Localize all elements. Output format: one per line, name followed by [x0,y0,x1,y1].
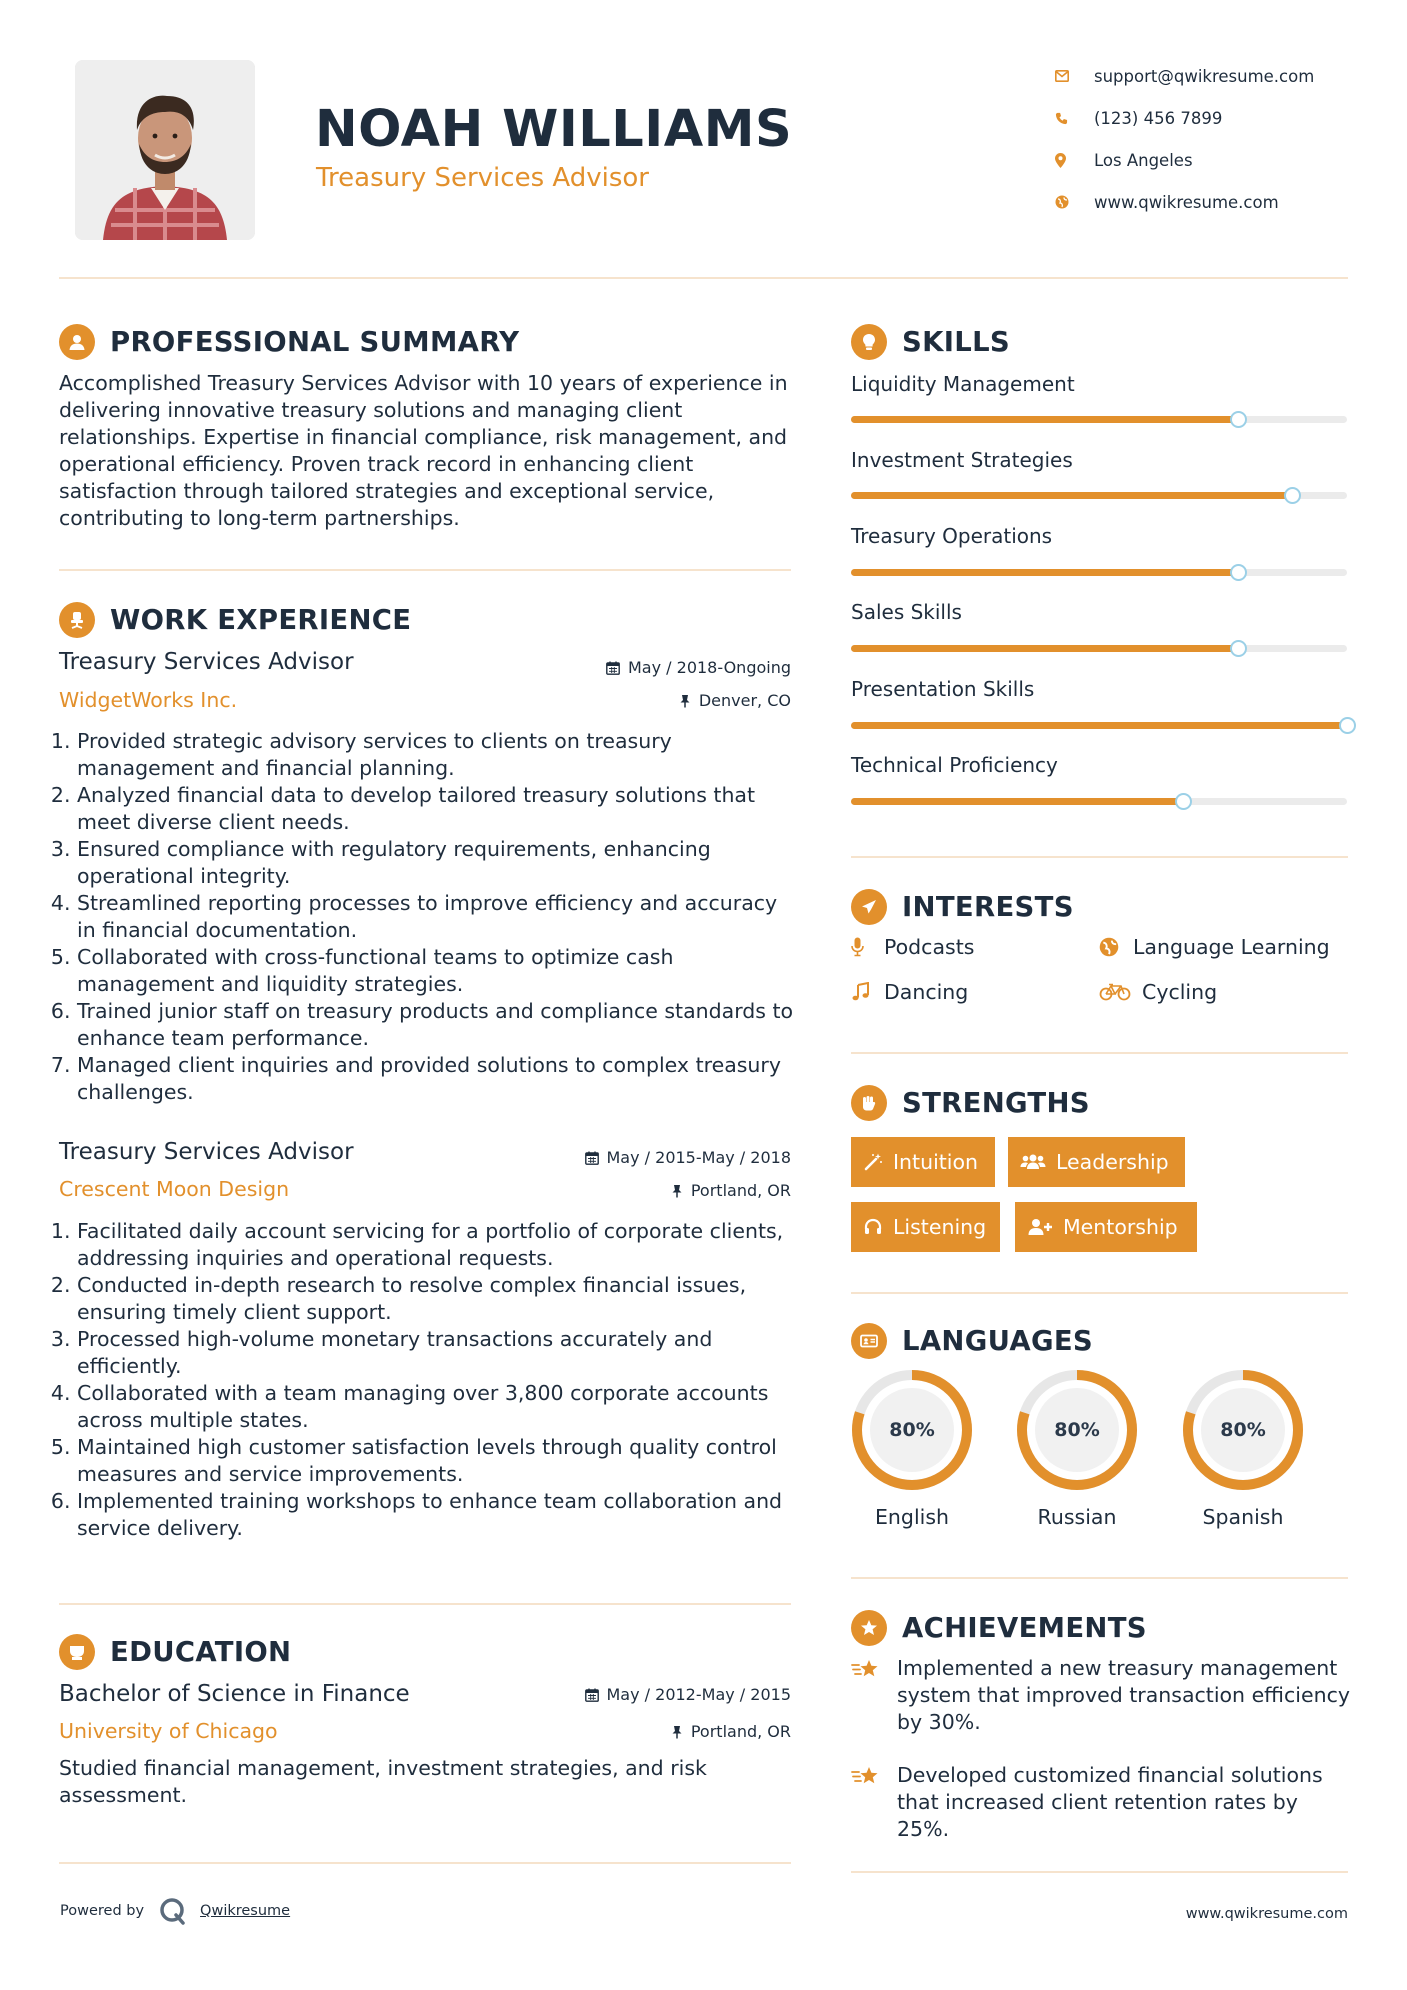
education-description: Studied financial management, investment strategies, and risk assessment. [59,1756,707,1807]
achievement-text: Developed customized financial solutions that increased client retention rates by 25%. [897,1763,1323,1841]
globe-icon [1099,937,1133,957]
achievements-title: ACHIEVEMENTS [902,1612,1147,1644]
graduation-icon [59,1634,95,1670]
list-item: 5. Maintained high customer satisfaction levels through quality control measures and service improvements. [77,1434,799,1488]
skill-label: Presentation Skills [851,677,1035,701]
user-icon [59,324,95,360]
header-divider [59,277,1348,279]
star-badge-icon [851,1610,887,1646]
shooting-star-icon [851,1762,897,1843]
skill-bar-fill [851,569,1238,576]
education-school: University of Chicago [59,1719,278,1743]
skill-bar [851,492,1347,499]
skill-bar-knob [1175,793,1192,810]
skill-bar [851,722,1347,729]
skills-title: SKILLS [902,326,1010,358]
list-item: 3. Ensured compliance with regulatory requirements, enhancing operational integrity. [77,836,799,890]
strength-tag [1015,1202,1197,1252]
experience-divider [59,1603,791,1605]
music-note-icon [851,982,884,1002]
calendar-icon [606,661,620,675]
paper-plane-icon [851,889,887,925]
calendar-icon [585,1151,599,1165]
contact-list [1055,55,1355,223]
education-date [585,1685,792,1704]
candidate-title: Treasury Services Advisor [316,163,649,193]
fist-icon [851,1085,887,1121]
qwikresume-logo-icon [158,1896,188,1926]
education-location-text: Portland, OR [690,1722,791,1741]
interest-item [851,935,974,959]
interest-label: Dancing [884,980,969,1004]
education-date-text: May / 2012-May / 2015 [606,1685,791,1704]
job-2-location [671,1181,791,1200]
job-2-bullets [59,1218,799,1542]
skill-bar [851,645,1347,652]
languages-heading [851,1323,1093,1359]
interest-item [1099,935,1330,959]
interests-divider [851,1052,1348,1054]
list-item: 3. Processed high-volume monetary transactions accurately and efficiently. [77,1326,799,1380]
education-location [671,1722,791,1741]
interest-label: Cycling [1142,980,1218,1004]
skills-heading [851,324,1010,360]
job-1-company: WidgetWorks Inc. [59,688,238,712]
skill-label: Sales Skills [851,600,962,624]
languages-title: LANGUAGES [902,1325,1094,1357]
interests-title: INTERESTS [902,891,1074,923]
list-item: 6. Implemented training workshops to enhance team collaboration and service delivery. [77,1488,799,1542]
achievement-item [851,1762,1351,1843]
strength-label: Listening [893,1215,987,1239]
bicycle-icon [1099,983,1142,1001]
skill-bar-fill [851,798,1183,805]
contact-website[interactable] [1055,181,1355,223]
contact-phone[interactable] [1055,97,1355,139]
education-divider [59,1862,791,1864]
languages-divider [851,1577,1348,1579]
summary-divider [59,569,791,571]
footer-powered-by [60,1896,290,1926]
map-pin-icon [1055,153,1094,168]
phone-icon [1055,112,1094,125]
pushpin-icon [679,694,691,708]
strength-tag [851,1137,995,1187]
skill-bar-fill [851,722,1347,729]
job-1-location [679,691,791,710]
language-name: Russian [1037,1505,1117,1529]
skill-bar-knob [1284,487,1301,504]
strengths-divider [851,1292,1348,1294]
strength-label: Mentorship [1063,1215,1178,1239]
contact-email-text: support@qwikresume.com [1094,66,1315,86]
education-degree: Bachelor of Science in Finance [59,1681,410,1707]
job-2-date [585,1148,792,1167]
calendar-icon [585,1688,599,1702]
qwikresume-link[interactable]: Qwikresume [200,1903,291,1919]
list-item: 2. Conducted in-depth research to resolve complex financial issues, ensuring timely client support. [77,1272,799,1326]
skill-bar [851,416,1347,423]
skill-bar-fill [851,492,1292,499]
list-item: 7. Managed client inquiries and provided solutions to complex treasury challenges. [77,1052,799,1106]
magic-wand-icon [863,1152,883,1172]
language-percent: 80% [1054,1419,1100,1441]
id-card-icon [851,1323,887,1359]
footer-url[interactable]: www.qwikresume.com [1185,1906,1348,1922]
skill-bar [851,798,1347,805]
strength-label: Intuition [893,1150,979,1174]
list-item: 6. Trained junior staff on treasury products and compliance standards to enhance team performance. [77,998,799,1052]
pushpin-icon [671,1184,683,1198]
summary-text: Accomplished Treasury Services Advisor with 10 years of experience in delivering innovative treasury solutions and managing client relationships. Expertise in financial compliance, risk management, and operational efficiency. Proven track record in enhancing client satisfaction through tailored strategies and exceptional service, contributing to long-term partnerships. [59,371,788,530]
headphones-icon [863,1217,883,1237]
contact-phone-text: (123) 456 7899 [1094,108,1223,128]
skill-bar-knob [1339,717,1356,734]
contact-location-text: Los Angeles [1094,150,1193,170]
skills-divider [851,856,1348,858]
language-item [1181,1368,1305,1529]
job-2-company: Crescent Moon Design [59,1177,290,1201]
interest-label: Podcasts [884,935,975,959]
skill-bar-knob [1230,411,1247,428]
skill-label: Technical Proficiency [851,753,1058,777]
strength-label: Leadership [1056,1150,1169,1174]
language-item [850,1368,974,1529]
envelope-icon [1055,70,1094,82]
interest-label: Language Learning [1133,935,1330,959]
strengths-title: STRENGTHS [902,1087,1090,1119]
powered-by-text: Powered by [60,1903,145,1919]
language-item [1015,1368,1139,1529]
list-item: 4. Collaborated with a team managing over 3,800 corporate accounts across multiple states. [77,1380,799,1434]
list-item: 1. Provided strategic advisory services to clients on treasury management and financial planning. [77,728,799,782]
candidate-name: NOAH WILLIAMS [315,100,793,159]
pushpin-icon [671,1725,683,1739]
skill-bar-knob [1230,640,1247,657]
skill-bar-knob [1230,564,1247,581]
shooting-star-icon [851,1655,897,1736]
user-plus-icon [1027,1217,1053,1237]
skill-label: Investment Strategies [851,448,1073,472]
interest-item [851,980,968,1004]
experience-heading [59,602,411,638]
interests-heading [851,889,1074,925]
list-item: 2. Analyzed financial data to develop tailored treasury solutions that meet diverse client needs. [77,782,799,836]
education-title: EDUCATION [110,1636,292,1668]
education-heading [59,1634,291,1670]
summary-title: PROFESSIONAL SUMMARY [110,326,520,358]
summary-heading [59,324,519,360]
profile-photo [75,60,255,240]
language-percent: 80% [1220,1419,1266,1441]
microphone-icon [851,937,884,957]
list-item: 1. Facilitated daily account servicing for a portfolio of corporate clients, addressing inquiries and operational requests. [77,1218,799,1272]
users-icon [1020,1152,1046,1172]
achievements-divider [851,1871,1348,1873]
job-1-date-text: May / 2018-Ongoing [628,658,791,677]
job-1-location-text: Denver, CO [698,691,791,710]
lightbulb-icon [851,324,887,360]
strength-tag [851,1202,1000,1252]
globe-icon [1055,195,1094,209]
job-1-title: Treasury Services Advisor [59,649,354,675]
language-name: English [874,1505,950,1529]
skill-label: Liquidity Management [851,372,1075,396]
skill-bar-fill [851,416,1238,423]
contact-email[interactable] [1055,55,1355,97]
skill-label: Treasury Operations [851,524,1053,548]
strength-tag [1008,1137,1185,1187]
achievements-heading [851,1610,1147,1646]
experience-title: WORK EXPERIENCE [110,604,412,636]
skill-bar [851,569,1347,576]
language-percent: 80% [889,1419,935,1441]
job-1-bullets [59,728,799,1106]
job-2-title: Treasury Services Advisor [59,1139,354,1165]
job-1-date [606,658,791,677]
office-chair-icon [59,602,95,638]
achievement-item [851,1655,1351,1736]
interest-item [1099,980,1217,1004]
list-item: 4. Streamlined reporting processes to improve efficiency and accuracy in financial documentation. [77,890,799,944]
language-name: Spanish [1202,1505,1284,1529]
strengths-heading [851,1085,1090,1121]
contact-location [1055,139,1355,181]
list-item: 5. Collaborated with cross-functional teams to optimize cash management and liquidity strategies. [77,944,799,998]
achievement-text: Implemented a new treasury management system that improved transaction efficiency by 30%. [897,1656,1350,1734]
job-2-date-text: May / 2015-May / 2018 [606,1148,791,1167]
skill-bar-fill [851,645,1238,652]
contact-website-text: www.qwikresume.com [1094,192,1279,212]
job-2-location-text: Portland, OR [690,1181,791,1200]
